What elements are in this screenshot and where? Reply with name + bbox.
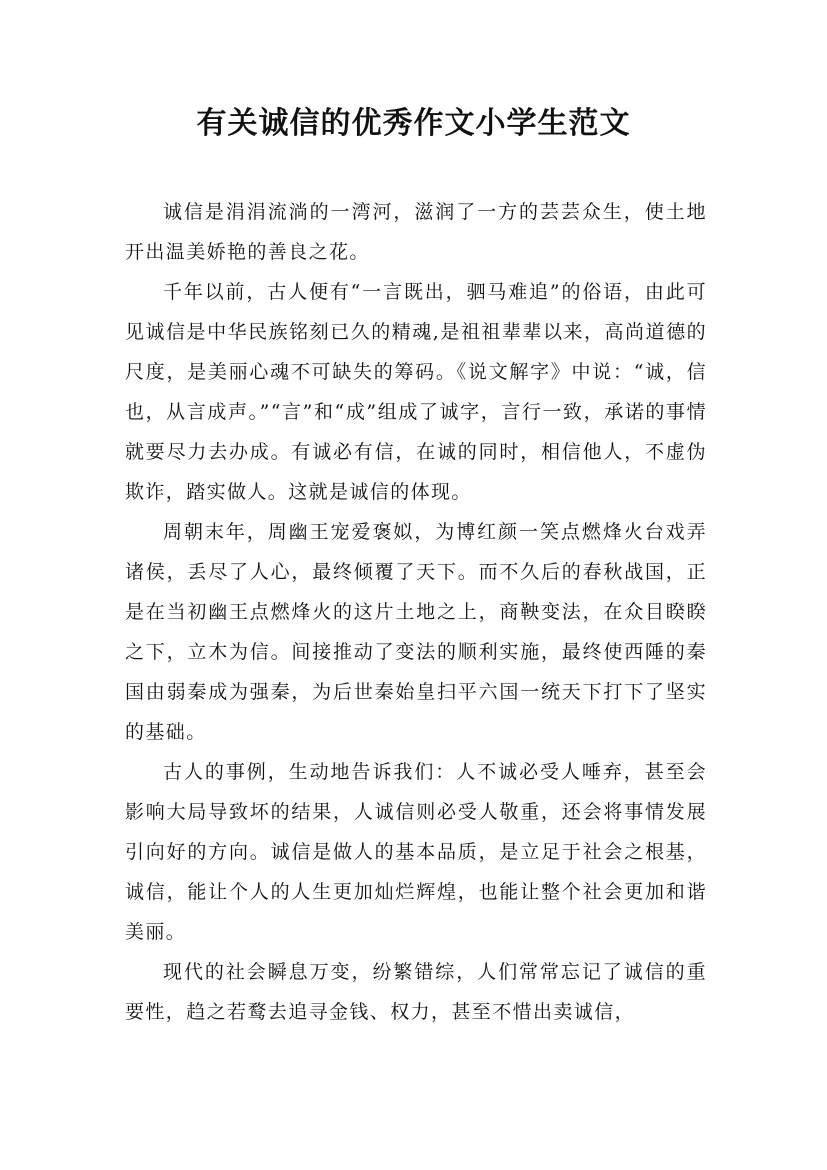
paragraph-1: 诚信是涓涓流淌的一湾河，滋润了一方的芸芸众生，使土地开出温美娇艳的善良之花。: [125, 201, 707, 263]
essay-body: [125, 192, 707, 1032]
paragraph-2: 千年以前，古人便有“一言既出，驷马难追”的俗语，由此可见诚信是中华民族铭刻已久的精魂,是祖祖辈辈以来，高尚道德的尺度，是美丽心魂不可缺失的筹码。《说文解字》中说：“诚，信也，从言成声。”“言”和“成”组成了诚字，言行一致，承诺的事情就要尽力去办成。有诚必有信，在诚的同时，相信他人，不虚伪欺诈，踏实做人。这就是诚信的体现。: [125, 281, 707, 503]
paragraph-3: 周朝末年，周幽王宠爱褒姒，为博红颜一笑点燃烽火台戏弄诸侯，丢尽了人心，最终倾覆了天下。而不久后的春秋战国，正是在当初幽王点燃烽火的这片土地之上，商鞅变法，在众目睽睽之下，立木为信。间接推动了变法的顺利实施，最终使西陲的秦国由弱秦成为强秦，为后世秦始皇扫平六国一统天下打下了坚实的基础。: [125, 521, 707, 743]
paragraph-4: 古人的事例，生动地告诉我们：人不诚必受人唾弃，甚至会影响大局导致坏的结果，人诚信则必受人敬重，还会将事情发展引向好的方向。诚信是做人的基本品质，是立足于社会之根基，诚信，能让个人的人生更加灿烂辉煌，也能让整个社会更加和谐美丽。: [125, 761, 707, 943]
page-title: 有关诚信的优秀作文小学生范文: [196, 106, 631, 141]
paragraph-5: 现代的社会瞬息万变，纷繁错综，人们常常忘记了诚信的重要性，趋之若鹜去追寻金钱、权力，甚至不惜出卖诚信，: [125, 961, 707, 1023]
